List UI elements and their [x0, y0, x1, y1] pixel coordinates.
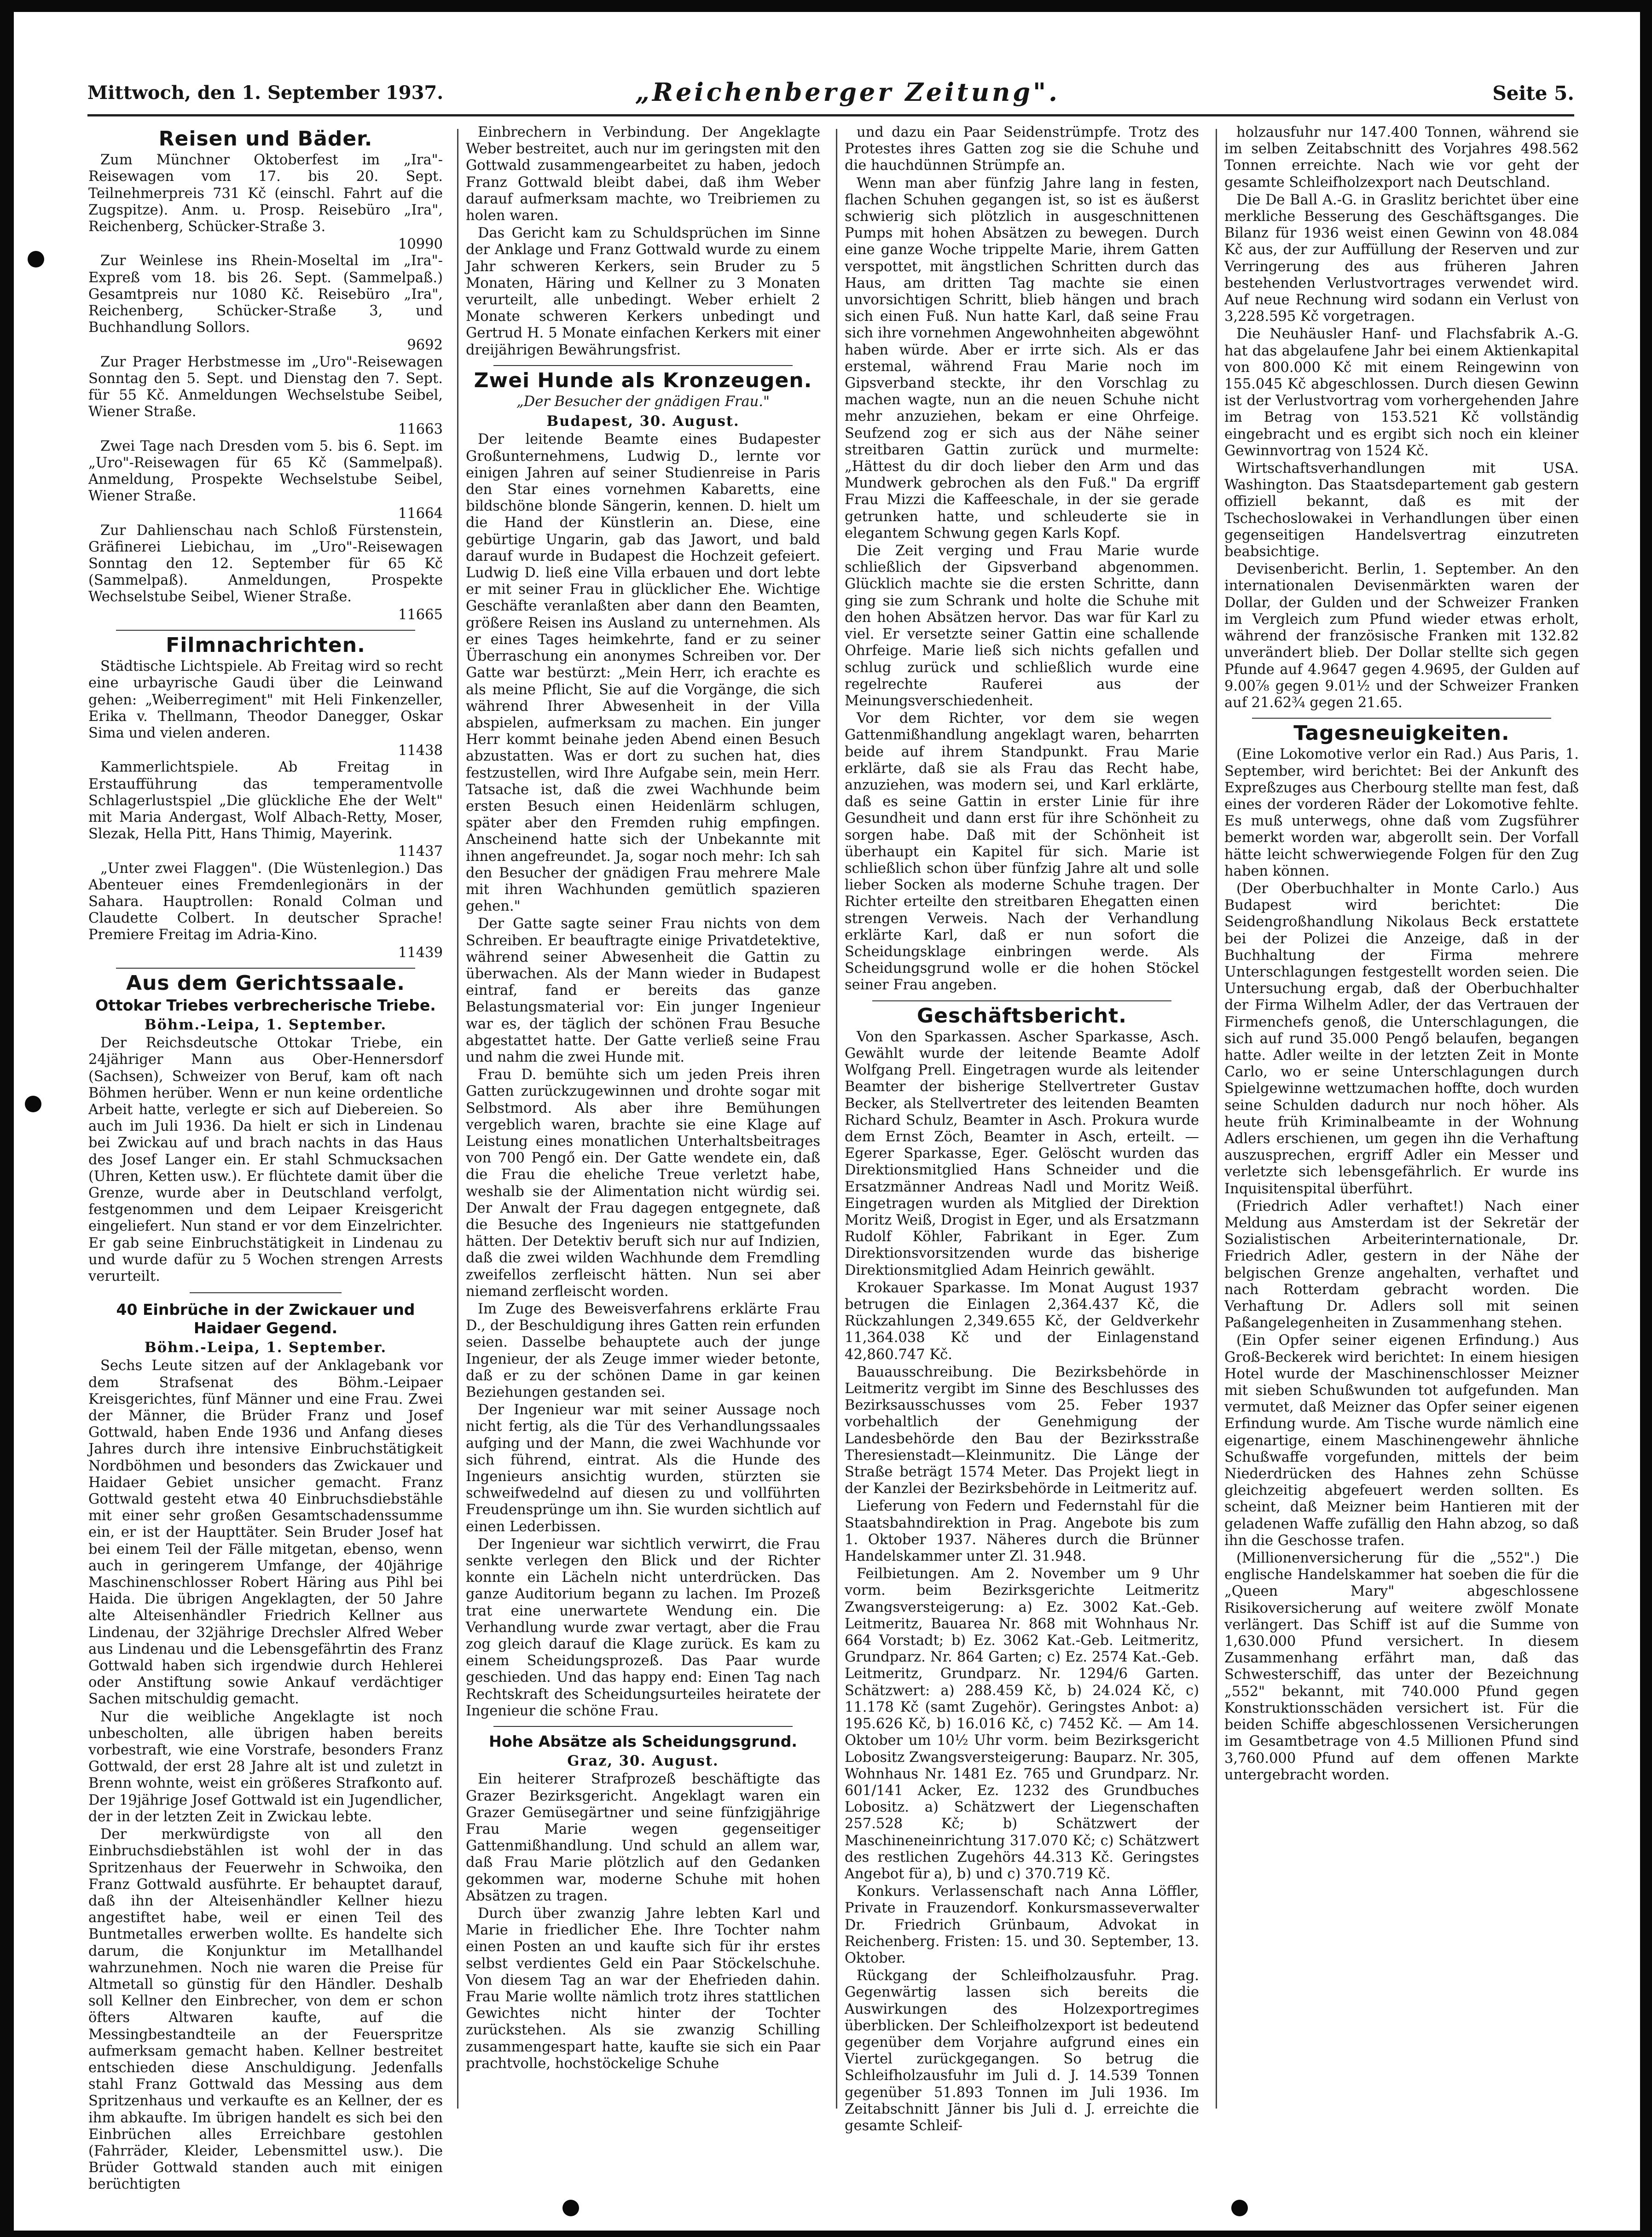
- column-divider: [836, 129, 837, 2109]
- dateline: Budapest, 30. August.: [546, 413, 740, 430]
- article-title-hunde: Zwei Hunde als Kronzeugen.: [474, 368, 812, 392]
- column-divider: [1216, 129, 1217, 2109]
- section-title-gericht: Aus dem Gerichtssaale.: [126, 971, 405, 995]
- article-paragraph: Der leitende Beamte eines Budapester Großunternehmens, Ludwig D., lernte vor einigen Jahren auf seiner Studienreise in Paris den Star eines vornehmen Kabaretts, eine bildschöne blonde Sängerin, kennen. D. hielt um die Hand der Künstlerin an. Diese, eine gebürtige Ungarin, gab das Jawort, und bald darauf wurde in Budapest die Hochzeit gefeiert. Ludwig D. ließ eine Villa erbauen und dort lebte er mit seiner Frau in glücklicher Ehe. Wichtige Geschäfte veranlaßten aber dann den Beamten, größere Reisen ins Ausland zu unternehmen. Als er eines Tages heimkehrte, fand er zu seiner Überraschung ein anonymes Schreiben vor. Der Gatte war bestürzt: „Mein Herr, ich erachte es als meine Pflicht, Sie auf die Vorgänge, die sich während Ihrer Abwesenheit in der Villa abspielen, aufmerksam zu machen. Ein junger Herr kommt beinahe jeden Abend einen Besuch abzustatten. Was er dort zu suchen hat, dies festzustellen, wird Ihre Aufgabe sein, mein Herr. Tatsache ist, daß die zwei Wachhunde beim ersten Besuch einen Heidenlärm schlugen, später aber den Fremden ruhig empfingen. Anscheinend hatte sich der Unbekannte mit ihnen angefreundet. Ja, sogar noch mehr: Ich sah den Besucher der gnädigen Frau mehrere Male mit ihren Wachhunden gemütlich spazieren gehen.": [466, 431, 820, 915]
- article-paragraph: Städtische Lichtspiele. Ab Freitag wird so recht eine urbayrische Gaudi über die Leinwand gehen: „Weiberregiment" mit Heli Finkenzeller, Erika v. Thellmann, Theodor Danegger, Oskar Sima und vielen anderen.: [88, 658, 443, 741]
- article-paragraph: Der merkwürdigste von all den Einbruchsdiebstählen ist wohl der in das Spritzenhaus der Feuerwehr in Schwoika, den Franz Gottwald ausführte. Er behauptet darauf, daß ihn der Alteisenhändler Kellner hiezu angestiftet habe, weil er einen Teil des Buntmetalles erwerben wollte. Es handelte sich darum, die Konjunktur im Metallhandel wahrzunehmen. Noch nie waren die Preise für Altmetall so günstig für den Händler. Deshalb soll Kellner den Einbrecher, von dem er schon öfters Altwaren kaufte, auf die Messingbestandteile an der Feuerspritze aufmerksam gemacht haben. Kellner bestreitet entschieden diese Anschuldigung. Jedenfalls stahl Franz Gottwald das Messing aus dem Spritzenhaus und verkaufte es an Kellner, der es ihm abkaufte. Im übrigen handelt es sich bei den Einbrüchen alles Erreichbare gestohlen (Fahrräder, Kleider, Lebensmittel usw.). Die Brüder Gottwald standen auch mit einigen berüchtigten: [88, 1826, 443, 2193]
- article-subtitle: „Der Besucher der gnädigen Frau.": [516, 394, 770, 410]
- ad-number: 11438: [398, 743, 443, 759]
- news-item: (Eine Lokomotive verlor ein Rad.) Aus Paris, 1. September, wird berichtet: Bei der Ankunft des Expreßzuges aus Cherbourg stellte man fest, daß eines der vorderen Räder der Lokomotive fehlte. Es muß unterwegs, ohne daß vom Zugsführer bemerkt worden war, abgerollt sein. Der Vorfall hätte leicht schwerwiegende Folgen für den Zug haben können.: [1224, 746, 1579, 879]
- ad-paragraph: Zur Dahlienschau nach Schloß Fürstenstein, Gräfinerei Liebichau, im „Uro"-Reisewagen Sonntag den 12. September für 65 Kč (Sammelpaß). Anmeldungen, Prospekte Wechselstube Seibel, Wiener Straße.: [88, 522, 443, 605]
- article-paragraph: Der Ingenieur war mit seiner Aussage noch nicht fertig, als die Tür des Verhandlungssaales aufging und der Mann, die zwei Wachhunde vor sich führend, eintrat. Als die Hunde des Ingenieurs ansichtig wurden, stürzten sie schweifwedelnd auf diesen zu und vollführten Freudensprünge um ihn. Sie wurden sichtlich auf einen Lederbissen.: [466, 1402, 820, 1535]
- business-item: Lieferung von Federn und Federnstahl für die Staatsbahndirektion in Prag. Angebote bis zum 1. Oktober 1937. Näheres durch die Brünner Handelskammer unter Zl. 31.948.: [845, 1498, 1199, 1565]
- divider: [493, 1726, 793, 1727]
- section-title-geschaeft: Geschäftsbericht.: [917, 1004, 1127, 1028]
- article-paragraph: Wenn man aber fünfzig Jahre lang in festen, flachen Schuhen gegangen ist, so ist es äußerst schwierig sich plötzlich in ausgeschnittenen Pumps mit hohen Absätzen zu bewegen. Durch eine ganze Woche trippelte Marie, ihrem Gatten verspottet, mit ängstlichen Schritten durch das Haus, am dritten Tag machte sie einen unvorsichtigen Schritt, blieb hängen und brach sich einen Fuß. Nun hatte Karl, daß seine Frau sich ihre vornehmen Angewohnheiten abgewöhnt haben würde. Aber er irrte sich. Als er das erstemal, während Frau Marie noch im Gipsverband steckte, ihr den Vorschlag zu machen wagte, nun an die neuen Schuhe nicht mehr anzuziehen, bekam er eine Ohrfeige. Seufzend zog er sich aus der Nähe seiner streitbaren Gattin zurück und murmelte: „Hättest du dir doch lieber den Arm und das Mundwerk gebrochen als den Fuß." Da ergriff Frau Mizzi die Kaffeeschale, in der sie gerade getrunken hatte, und schleuderte sie in elegantem Schwung gegen Karls Kopf.: [845, 175, 1199, 541]
- news-item: (Millionenversicherung für die „552".) Die englische Handelskammer hat soeben die für die „Queen Mary" abgeschlossene Risikoversicherung auf weitere zwölf Monate verlängert. Das Schiff ist auf die Summe von 1,630.000 Pfund versichert. In diesem Zusammenhang erfährt man, daß das Schwesterschiff, das unter der Bezeichnung „552" bekannt, mit 740.000 Pfund gegen Konstruktionsschäden versichert ist. Für die beiden Schiffe abgeschlossenen Versicherungen im Gesamtbetrage von 4.5 Millionen Pfund sind 3,760.000 Pfund auf dem offenen Markte untergebracht worden.: [1224, 1550, 1579, 1783]
- business-item: Wirtschaftsverhandlungen mit USA. Washington. Das Staatsdepartement gab gestern offiziell bekannt, daß es mit der Tschechoslowakei in Verhandlungen über einen gegenseitigen Handelsvertrag einzutreten beabsichtige.: [1224, 460, 1579, 560]
- article-paragraph: Im Zuge des Beweisverfahrens erklärte Frau D., der Beschuldigung ihres Gatten rein erfunden seien. Dasselbe behauptete auch der junge Ingenieur, der als Zeuge immer wieder betonte, daß er zu der schönen Dame in gar keinen Beziehungen gestanden sei.: [466, 1301, 820, 1401]
- ad-number: 11437: [398, 843, 443, 860]
- business-item: Krokauer Sparkasse. Im Monat August 1937 betrugen die Einlagen 2,364.437 Kč, die Rückzahlungen 2,349.655 Kč, der Geldverkehr 11,364.038 Kč und der Einlagenstand 42,860.747 Kč.: [845, 1279, 1199, 1363]
- ad-number: 11439: [398, 944, 443, 961]
- article-paragraph: Nur die weibliche Angeklagte ist noch unbescholten, alle übrigen haben bereits vorbestraft, wie eine Vorstrafe, besonders Franz Gottwald, der erst 28 Jahre alt ist und zuletzt in Brenn wohnte, weist ein größeres Strafkonto auf. Der 19jährige Josef Gottwald ist ein Jugendlicher, der in der letzten Zeit in Zwickau lebte.: [88, 1708, 443, 1825]
- column-divider: [457, 129, 458, 2109]
- divider: [872, 1000, 1171, 1001]
- article-paragraph: Der Reichsdeutsche Ottokar Triebe, ein 24jähriger Mann aus Ober-Hennersdorf (Sachsen), Schweizer von Beruf, kam oft nach Böhmen herüber. Wenn er nun keine ordentliche Arbeit hatte, verlegte er sich auf Diebereien. So auch im Juli 1936. Da hielt er sich in Lindenau bei Zwickau auf und brach nachts in das Haus des Josef Langer ein. Er stahl Schmucksachen (Uhren, Ketten usw.). Er flüchtete damit über die Grenze, wurde aber in Deutschland verfolgt, festgenommen und dem Leipaer Kreisgericht eingeliefert. Nun stand er vor dem Einzelrichter. Er gab seine Einbruchstätigkeit in Lindenau zu und wurde dafür zu 5 Wochen strengen Arrests verurteilt.: [88, 1035, 443, 1284]
- news-item: (Der Oberbuchhalter in Monte Carlo.) Aus Budapest wird berichtet: Die Seidengroßhandlung Nikolaus Beck erstattete bei der Polizei die Anzeige, daß in der Buchhaltung der Firma mehrere Unterschlagungen festgestellt worden seien. Die Untersuchung ergab, daß der Oberbuchhalter der Firma Wilhelm Adler, der das Vertrauen der Firmenchefs genoß, die Unterschlagungen, die sich auf rund 35.000 Pengő belaufen, begangen hatte. Adler weilte in der letzten Zeit in Monte Carlo, wo er seine Unterschlagungen durch Spielgewinne wettzumachen hoffte, doch wurden seine Schulden dadurch nur noch höher. Als heute früh Kriminalbeamte in der Wohnung Adlers erschienen, um gegen ihn die Verhaftung auszusprechen, ergriff Adler ein Messer und verletzte sich lebensgefährlich. Er wurde ins Inquisitenspital überführt.: [1224, 880, 1579, 1197]
- article-paragraph: Der Ingenieur war sichtlich verwirrt, die Frau senkte verlegen den Blick und der Richter konnte ein Lächeln nicht unterdrücken. Das ganze Auditorium begann zu lachen. Im Prozeß trat eine unerwartete Wendung ein. Die Verhandlung wurde zwar vertagt, aber die Frau zog gleich darauf die Klage zurück. Es kam zu einem Scheidungsprozeß. Das Paar wurde geschieden. Und das happy end: Einen Tag nach Rechtskraft des Scheidungsurteiles heiratete der Ingenieur die schöne Frau.: [466, 1536, 820, 1719]
- article-paragraph: Ein heiterer Strafprozeß beschäftigte das Grazer Bezirksgericht. Angeklagt waren ein Grazer Gemüsegärtner und seine fünfzigjährige Frau Marie wegen gegenseitiger Gattenmißhandlung. Und schuld an allem war, daß Frau Marie plötzlich auf den Gedanken gekommen war, moderne Schuhe mit hohen Absätzen zu tragen.: [466, 1771, 820, 1904]
- column-2: [466, 124, 820, 2118]
- masthead: „Reichenberger Zeitung".: [635, 77, 1060, 107]
- business-item: Rückgang der Schleifholzausfuhr. Prag. Gegenwärtig lassen sich bereits die Auswirkungen des Holzexportregimes überblicken. Der Schleifholzexport ist bedeutend gegenüber dem Vorjahre aufgrund eines ein Viertel zurückgegangen. So betrug die Schleifholzausfuhr im Juli d. J. 14.539 Tonnen gegenüber 51.893 Tonnen im Juli 1936. Im Zeitabschnitt Jänner bis Juli d. J. erreichte die gesamte Schleif-: [845, 1968, 1199, 2134]
- business-item: Bauausschreibung. Die Bezirksbehörde in Leitmeritz vergibt im Sinne des Beschlusses des Bezirksausschusses vom 25. Feber 1937 vorbehaltlich der Genehmigung der Landesbehörde den Bau der Bezirksstraße Theresienstadt—Kleinmunitz. Die Länge der Straße beträgt 1574 Meter. Das Projekt liegt in der Kanzlei der Bezirksbehörde in Leitmeritz auf.: [845, 1364, 1199, 1497]
- ad-number: 11665: [398, 606, 443, 623]
- article-paragraph: Sechs Leute sitzen auf der Anklagebank vor dem Strafsenat des Böhm.-Leipaer Kreisgerichtes, fünf Männer und eine Frau. Zwei der Männer, die Brüder Franz und Josef Gottwald, haben Ende 1936 und Anfang dieses Jahres durch ihre intensive Einbruchstätigkeit Nordböhmen und besonders das Zwickauer und Haidaer Gebiet unsicher gemacht. Franz Gottwald gesteht etwa 40 Einbruchsdiebstähle mit einer sehr großen Gesamtschadenssumme ein, er ist der Haupttäter. Sein Bruder Josef hat bei einem Teil der Fälle mitgetan, ebenso, wenn auch in geringerem Umfange, der 40jährige Maschinenschlosser Robert Häring aus Pihl bei Haida. Die übrigen Angeklagten, der 50 Jahre alte Alteisenhändler Friedrich Kellner aus Lindenau, der 32jährige Drechsler Alfred Weber aus Lindenau und die Lebensgefährtin des Franz Gottwald haben sich irgendwie durch Hehlerei oder Anstiftung sowie Ankauf verdächtiger Sachen mitschuldig gemacht.: [88, 1358, 443, 1708]
- section-title-tages: Tagesneuigkeiten.: [1293, 721, 1510, 745]
- business-item: Die Neuhäusler Hanf- und Flachsfabrik A.-G. hat das abgelaufene Jahr bei einem Aktienkapital von 800.000 Kč mit einem Reingewinn von 155.045 Kč abgeschlossen. Durch diesen Gewinn ist der Verlustvortrag vom vorhergehenden Jahre im Betrag von 153.521 Kč vollständig eingebracht und es ergibt sich noch ein kleiner Gewinnvortrag von 1524 Kč.: [1224, 326, 1579, 459]
- article-paragraph: Kammerlichtspiele. Ab Freitag in Erstaufführung das temperamentvolle Schlagerlustspiel „Die glückliche Ehe der Welt" mit Maria Andergast, Wolf Albach-Retty, Moser, Slezak, Hella Pitt, Hans Thimig, Mayerink.: [88, 759, 443, 843]
- article-paragraph: Einbrechern in Verbindung. Der Angeklagte Weber bestreitet, auch nur im geringsten mit den Gottwald zusammengearbeitet zu haben, jedoch Franz Gottwald bleibt dabei, daß ihm Weber darauf aufmerksam machte, wo Treibriemen zu holen waren.: [466, 124, 820, 224]
- divider: [190, 1292, 342, 1293]
- divider: [116, 630, 415, 631]
- article-title-absaetze: Hohe Absätze als Scheidungsgrund.: [489, 1732, 797, 1751]
- article-paragraph: „Unter zwei Flaggen". (Die Wüstenlegion.) Das Abenteuer eines Fremdenlegionärs in der Sahara. Hauptrollen: Ronald Colman und Claudette Colbert. In deutscher Sprache! Premiere Freitag im Adria-Kino.: [88, 860, 443, 943]
- news-item: (Friedrich Adler verhaftet!) Nach einer Meldung aus Amsterdam ist der Sekretär der Sozialistischen Arbeiterinternationale, Dr. Friedrich Adler, gestern in der Nähe der belgischen Grenze angehalten, verhaftet und nach Rotterdam gebracht worden. Die Verhaftung Dr. Adlers soll mit seinen Paßangelegenheiten in Zusammenhang stehen.: [1224, 1198, 1579, 1331]
- business-item: Devisenbericht. Berlin, 1. September. An den internationalen Devisenmärkten waren der Dollar, der Gulden und der Schweizer Franken im Vergleich zum Pfund wieder etwas erholt, während der französische Franken mit 132.82 unverändert blieb. Der Dollar stellte sich gegen Pfunde auf 4.9647 gegen 4.9695, der Gulden auf 9.00⅞ gegen 9.01½ und der Schweizer Franken auf 21.62¾ gegen 21.65.: [1224, 561, 1579, 711]
- section-title-reisen: Reisen und Bäder.: [158, 127, 373, 151]
- article-paragraph: Die Zeit verging und Frau Marie wurde schließlich der Gipsverband abgenommen. Glücklich machte sie die ersten Schritte, dann ging sie zum Schrank und holte die Schuhe mit den hohen Absätzen hervor. Das war für Karl zu viel. Er versetzte seiner Gattin eine schallende Ohrfeige. Marie ließ sich nichts gefallen und schlug zurück und schließlich wurde eine regelrechte Rauferei aus der Meinungsverschiedenheit.: [845, 543, 1199, 709]
- article-paragraph: Der Gatte sagte seiner Frau nichts von dem Schreiben. Er beauftragte einige Privatdetektive, während seiner Abwesenheit die Gattin zu überwachen. Als der Mann wieder in Budapest eintraf, fand er bereits das ganze Belastungsmaterial vor: Ein junger Ingenieur war es, der täglich der schönen Frau Besuche abgestattet hatte. Der Gatte verließ seine Frau und nahm die zwei Hunde mit.: [466, 916, 820, 1065]
- article-paragraph: Durch über zwanzig Jahre lebten Karl und Marie in friedlicher Ehe. Ihre Tochter nahm einen Posten an und kaufte sich für ihr erstes selbst verdientes Geld ein Paar Stöckelschuhe. Von diesem Tag an war der Ehefrieden dahin. Frau Marie wollte nämlich trotz ihres stattlichen Gewichtes nicht hinter der Tochter zurückstehen. Als sie zwanzig Schilling zusammengespart hatte, kaufte sie sich ein Paar prachtvolle, hochstöckelige Schuhe: [466, 1905, 820, 2072]
- ad-paragraph: Zum Münchner Oktoberfest im „Ira"-Reisewagen vom 17. bis 20. Sept. Teilnehmerpreis 731 Kč (einschl. Fahrt auf die Zugspitze). Anm. u. Prosp. Reisebüro „Ira", Reichenberg, Schücker-Straße 3.: [88, 152, 443, 235]
- divider: [1252, 718, 1551, 719]
- dateline: Graz, 30. August.: [567, 1753, 719, 1770]
- ad-number: 11663: [398, 421, 443, 438]
- column-1: [88, 124, 443, 2193]
- column-4: [1224, 124, 1579, 2118]
- news-item: (Ein Opfer seiner eigenen Erfindung.) Aus Groß-Beckerek wird berichtet: In einem hiesigen Hotel wurde der Maschinenschlosser Meizner mit sieben Schußwunden tot aufgefunden. Man vermutet, daß Meizner das Opfer seiner eigenen Erfindung wurde. Am Tische wurde nämlich eine eigenartige, einem Maschinengewehr ähnliche Schußwaffe vorgefunden, mittels der beim Niederdrücken des Hahnes zehn Schüsse gleichzeitig abgefeuert werden sollten. Es scheint, daß Meizner beim Hantieren mit der geladenen Waffe zufällig den Hahn abzog, so daß ihn die Geschosse trafen.: [1224, 1332, 1579, 1549]
- ad-number: 11664: [398, 506, 443, 522]
- business-item: Konkurs. Verlassenschaft nach Anna Löffler, Private in Frauzendorf. Konkursmasseverwalter Dr. Friedrich Grünbaum, Advokat in Reichenberg. Fristen: 15. und 30. September, 13. Oktober.: [845, 1883, 1199, 1966]
- section-title-film: Filmnachrichten.: [166, 633, 365, 657]
- ad-number: 9692: [407, 337, 443, 354]
- business-item: Von den Sparkassen. Ascher Sparkasse, Asch. Gewählt wurde der leitende Beamte Adolf Wolfgang Prell. Eingetragen wurde als leitender Beamter der bisherige Stellvertreter Gustav Becker, als Stellvertreter des leitenden Beamten Richard Schulz, Beamter in Asch. Prokura wurde dem Ernst Zöch, Beamter in Asch, erteilt. — Egerer Sparkasse, Eger. Gelöscht wurden das Direktionsmitglied Hans Schneider und die Ersatzmänner Andreas Nadl und Moritz Weiß. Eingetragen wurden als Mitglied der Direktion Moritz Weiß, Drogist in Eger, und als Ersatzmann Rudolf Köhler, Fabrikant in Eger. Zum Direktionsvorsitzenden wurde das bisherige Direktionsmitglied Adam Heinrich gewählt.: [845, 1028, 1199, 1278]
- article-headline: Ottokar Triebes verbrecherische Triebe.: [95, 996, 436, 1014]
- punch-hole: [25, 1096, 41, 1112]
- divider: [493, 365, 793, 366]
- article-paragraph: und dazu ein Paar Seidenstrümpfe. Trotz des Protestes ihres Gatten zog sie die Schuhe und die hauchdünnen Strümpfe an.: [845, 124, 1199, 174]
- article-paragraph: Vor dem Richter, vor dem sie wegen Gattenmißhandlung angeklagt waren, beharrten beide auf ihrem Standpunkt. Frau Marie erklärte, daß sie als Frau das Recht habe, anzuziehen, was modern sei, und Karl erklärte, daß es seine Gattin in erster Linie für ihre Gesundheit und dann erst für ihre Schönheit zu sorgen habe. Daß mit der Schönheit ist überhaupt ein Kapitel für sich. Marie ist schließlich schon über fünfzig Jahre alt und solle lieber Socken als moderne Schuhe tragen. Der Richter erteilte den streitbaren Ehegatten einen strengen Verweis. Nach der Verhandlung erklärte Karl, daß er nun sofort die Scheidungsklage einbringen werde. Als Scheidungsgrund wolle er die hohen Stöckel seiner Frau angeben.: [845, 710, 1199, 994]
- page-number: Seite 5.: [1492, 82, 1574, 105]
- column-3: [845, 124, 1199, 2134]
- divider: [116, 968, 415, 969]
- business-item: Feilbietungen. Am 2. November um 9 Uhr vorm. beim Bezirksgerichte Leitmeritz Zwangsversteigerung: a) Ez. 3002 Kat.-Geb. Leitmeritz, Bauarea Nr. 868 mit Wohnhaus Nr. 664 Vorstadt; b) Ez. 3062 Kat.-Geb. Leitmeritz, Grundparz. Nr. 864 Garten; c) Ez. 2574 Kat.-Geb. Leitmeritz, Grundparz. Nr. 1294/6 Garten. Schätzwert: a) 288.459 Kč, b) 24.024 Kč, c) 11.178 Kč (samt Zugehör). Geringstes Anbot: a) 195.626 Kč, b) 16.016 Kč, c) 7452 Kč. — Am 14. Oktober um 10½ Uhr vorm. beim Bezirksgericht Lobositz Zwangsversteigerung: Bauparz. Nr. 305, Wohnhaus Nr. 1481 Ez. 765 und Grundparz. Nr. 601/141 Acker, Ez. 1232 des Grundbuches Lobositz. a) Schätzwert der Liegenschaften 257.528 Kč; b) Schätzwert der Maschineneinrichtung 317.070 Kč; c) Schätzwert des restlichen Zugehörs 44.313 Kč. Geringstes Angebot für a), b) und c) 370.719 Kč.: [845, 1566, 1199, 1882]
- business-item: Die De Ball A.-G. in Graslitz berichtet über eine merkliche Besserung des Geschäftsganges. Die Bilanz für 1936 weist einen Gewinn von 48.084 Kč aus, der zur Auffüllung der Reserven und zur Verringerung des aus früheren Jahren bestehenden Verlustvortrages verwendet wird. Auf neue Rechnung wird sodann ein Verlust von 3,228.595 Kč vorgetragen.: [1224, 192, 1579, 325]
- punch-hole: [28, 251, 44, 267]
- dateline: Böhm.-Leipa, 1. September.: [144, 1016, 387, 1033]
- article-headline: 40 Einbrüche in der Zwickauer und Haidaer Gegend.: [116, 1301, 415, 1337]
- punch-hole: [562, 2200, 579, 2216]
- ad-number: 10990: [398, 236, 443, 253]
- ad-paragraph: Zur Weinlese ins Rhein-Moseltal im „Ira"-Expreß vom 18. bis 26. Sept. (Sammelpaß.) Gesamtpreis nur 1080 Kč. Reisebüro „Ira", Reichenberg, Schücker-Straße 3, und Buchhandlung Sollors.: [88, 253, 443, 336]
- dateline: Böhm.-Leipa, 1. September.: [144, 1339, 387, 1356]
- business-item: holzausfuhr nur 147.400 Tonnen, während sie im selben Zeitabschnitt des Vorjahres 498.562 Tonnen erreichte. Nach wie vor geht der gesamte Schleifholzexport nach Deutschland.: [1224, 124, 1579, 191]
- ad-paragraph: Zur Prager Herbstmesse im „Uro"-Reisewagen Sonntag den 5. Sept. und Dienstag den 7. Sept. für 55 Kč. Anmeldungen Wechselstube Seibel, Wiener Straße.: [88, 354, 443, 420]
- issue-date: Mittwoch, den 1. September 1937.: [87, 82, 444, 104]
- page-header: [87, 77, 1574, 110]
- punch-hole: [1231, 2200, 1248, 2216]
- header-rule: [87, 114, 1574, 116]
- article-paragraph: Frau D. bemühte sich um jeden Preis ihren Gatten zurückzugewinnen und drohte sogar mit Selbstmord. Als aber ihre Bemühungen vergeblich waren, brachte sie eine Klage auf Leistung eines monatlichen Unterhaltsbeitrages von 700 Pengő ein. Der Gatte wendete ein, daß die Frau die eheliche Treue verletzt habe, weshalb sie der Alimentation nicht würdig sei. Der Anwalt der Frau dagegen entgegnete, daß die Besuche des Ingenieurs nie stattgefunden hätten. Der Detektiv beruft sich nur auf Indizien, daß die zwei wilden Wachhunde dem Fremdling zweifellos zerfleischt hätten. Nun sei aber niemand zerfleischt worden.: [466, 1067, 820, 1300]
- article-paragraph: Das Gericht kam zu Schuldsprüchen im Sinne der Anklage und Franz Gottwald wurde zu einem Jahr schweren Kerkers, sein Bruder zu 5 Monaten, Häring und Kellner zu 3 Monaten verurteilt, alle unbedingt. Weber erhielt 2 Monate schweren Kerkers unbedingt und Gertrud H. 5 Monate einfachen Kerkers mit einer dreijährigen Bewährungsfrist.: [466, 225, 820, 358]
- ad-paragraph: Zwei Tage nach Dresden vom 5. bis 6. Sept. im „Uro"-Reisewagen für 65 Kč (Sammelpaß). Anmeldung, Prospekte Wechselstube Seibel, Wiener Straße.: [88, 438, 443, 505]
